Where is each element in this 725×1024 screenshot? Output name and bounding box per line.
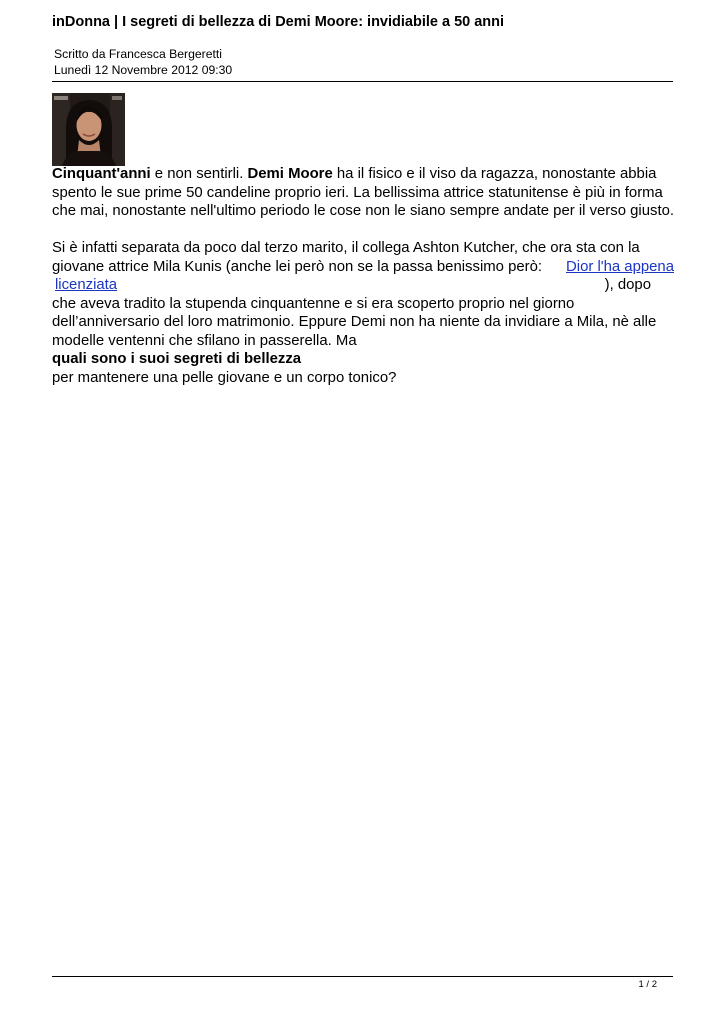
text-run: giovane attrice Mila Kunis (anche lei però non se la passa benissimo però: xyxy=(52,258,543,275)
portrait-photo-graphic xyxy=(52,93,125,166)
page-number: 1 / 2 xyxy=(638,979,657,990)
author-line: Scritto da Francesca Bergeretti xyxy=(54,47,222,61)
footer-divider xyxy=(52,976,673,977)
paragraph-2-line-4: che aveva tradito la stupenda cinquantenne e si era scoperto proprio nel giorno xyxy=(52,295,575,312)
paragraph-2-line-3 xyxy=(52,276,674,295)
bold-phrase: quali sono i suoi segreti di bellezza xyxy=(52,351,302,367)
paragraph-2-line-5: dell’anniversario del loro matrimonio. Eppure Demi non ha niente da invidiare a Mila, nè alle xyxy=(52,314,657,330)
bold-name: Demi Moore xyxy=(247,166,333,182)
bold-phrase: Cinquant'anni xyxy=(52,166,151,182)
paragraph-1-line-1 xyxy=(52,165,674,184)
text-run: ha il fisico e il viso da ragazza, nonostante abbia xyxy=(332,166,657,182)
paragraph-2-line-1: Si è infatti separata da poco dal terzo marito, il collega Ashton Kutcher, che ora sta con la xyxy=(52,240,640,256)
article-body xyxy=(52,165,674,387)
paragraph-2-line-8: per mantenere una pelle giovane e un corpo tonico? xyxy=(52,369,397,386)
text-run: e non sentirli. xyxy=(150,166,248,182)
text-run: ), dopo xyxy=(604,277,651,293)
date-line: Lunedì 12 Novembre 2012 09:30 xyxy=(54,63,233,77)
paragraph-1-line-2: spento le sue prime 50 candeline proprio ieri. La bellissima attrice statunitense è più in forma xyxy=(52,184,663,201)
page-title: inDonna | I segreti di bellezza di Demi Moore: invidiabile a 50 anni xyxy=(52,14,505,30)
dior-link[interactable]: Dior l'ha appena xyxy=(566,258,674,275)
paragraph-1-line-3: che mai, nonostante nell'ultimo periodo le cose non le siano sempre andate per il verso giusto. xyxy=(52,203,674,219)
paragraph-gap xyxy=(52,221,674,240)
article-meta xyxy=(54,46,232,78)
paragraph-2-line-2 xyxy=(52,258,674,277)
paragraph-2-bold-line xyxy=(52,350,674,369)
portrait-photo-icon xyxy=(52,93,125,166)
dior-link-continued[interactable]: licenziata xyxy=(55,277,118,293)
header-divider xyxy=(52,81,673,82)
paragraph-2-line-6: modelle ventenni che sfilano in passerella. Ma xyxy=(52,332,357,349)
